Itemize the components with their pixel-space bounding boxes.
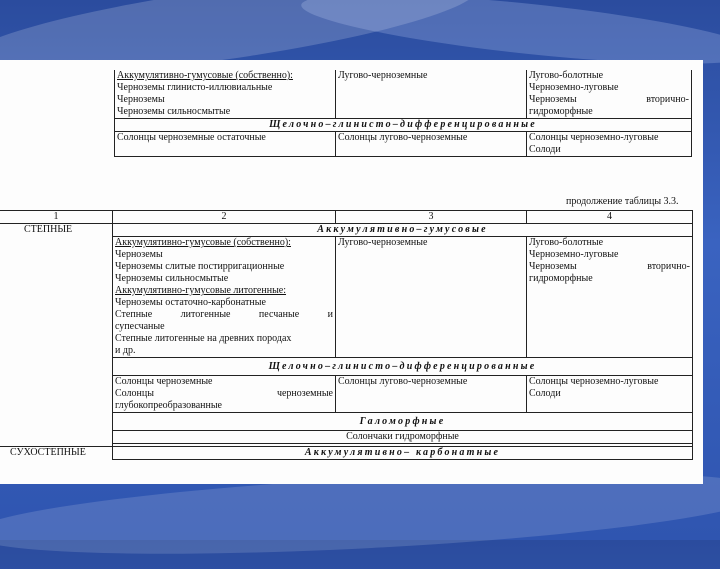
column-number: 1 xyxy=(0,211,113,224)
soil-name-row xyxy=(115,309,333,321)
soil-name: Солоди xyxy=(529,388,561,399)
section-heading: Щелочно–глинисто–дифференцированные xyxy=(113,358,693,376)
soil-name: Солонцы черноземно-луговые xyxy=(529,376,659,387)
soil-name: Солонцы черноземные остаточные xyxy=(117,132,266,143)
soil-name: Черноземы глинисто-иллювиальные xyxy=(117,82,273,93)
word: литогенные xyxy=(180,309,231,320)
word: Солонцы xyxy=(115,388,154,399)
soil-name: супесчаные xyxy=(115,321,165,332)
word: песчаные xyxy=(258,309,300,320)
section-heading: Галоморфные xyxy=(113,413,693,431)
cell-col3 xyxy=(336,376,527,413)
soil-name: Степные литогенные на древних породах xyxy=(115,333,292,344)
cell-col2 xyxy=(115,132,336,157)
table-fragment-top xyxy=(114,70,692,157)
cell-col4 xyxy=(527,237,693,358)
soil-name: Солончаки гидроморфные xyxy=(113,431,693,444)
column-number: 3 xyxy=(336,211,527,224)
word: и xyxy=(327,309,333,320)
cell-col3 xyxy=(336,132,527,157)
cell-col3 xyxy=(336,70,527,119)
scanned-table-page xyxy=(0,60,703,484)
soil-name: Лугово-болотные xyxy=(529,70,604,81)
soil-name: Солонцы черноземные xyxy=(115,376,213,387)
zone-label: СТЕПНЫЕ xyxy=(24,224,73,235)
soil-name: вторично- xyxy=(647,261,690,272)
soil-name: Черноземы xyxy=(529,261,577,272)
table-main xyxy=(0,210,693,460)
zone-label: СУХОСТЕПНЫЕ xyxy=(10,447,86,458)
section-heading: Аккумулятивно–гумусовые xyxy=(113,224,693,237)
soil-name: Солонцы лугово-черноземные xyxy=(338,132,468,143)
soil-name: Солонцы лугово-черноземные xyxy=(338,376,468,387)
section-heading: Щелочно–глинисто–дифференцированные xyxy=(115,119,692,132)
soil-name: гидроморфные xyxy=(529,106,593,117)
soil-name: Лугово-болотные xyxy=(529,237,604,248)
soil-name: Черноземы остаточно-карбонатные xyxy=(115,297,266,308)
word: черноземные xyxy=(276,388,333,399)
group-heading: Аккумулятивно-гумусовые (собственно): xyxy=(117,70,293,81)
soil-name: Черноземы сильносмытые xyxy=(117,106,231,117)
soil-name: и др. xyxy=(115,345,136,356)
soil-name-row xyxy=(529,261,690,273)
column-number: 4 xyxy=(527,211,693,224)
zone-cell xyxy=(0,224,113,447)
cell-col2 xyxy=(113,376,336,413)
section-heading: Аккумулятивно– карбонатные xyxy=(113,447,693,460)
cell-col3 xyxy=(336,237,527,358)
group-heading: Аккумулятивно-гумусовые (собственно): xyxy=(115,237,291,248)
column-number: 2 xyxy=(113,211,336,224)
soil-name: Черноземы xyxy=(529,94,577,105)
soil-name: гидроморфные xyxy=(529,273,593,284)
table-caption: продолжение таблицы 3.3. xyxy=(566,196,679,207)
cell-col4 xyxy=(527,376,693,413)
cell-col4 xyxy=(527,70,692,119)
soil-name: Черноземно-луговые xyxy=(529,82,619,93)
soil-name: Черноземы слитые постирригационные xyxy=(115,261,285,272)
cell-col2 xyxy=(115,70,336,119)
zone-cell xyxy=(0,447,113,460)
soil-name: Лугово-черноземные xyxy=(338,70,428,81)
soil-name: Черноземно-луговые xyxy=(529,249,619,260)
cell-col2 xyxy=(113,237,336,358)
word: Степные xyxy=(115,309,153,320)
group-heading: Аккумулятивно-гумусовые литогенные: xyxy=(115,285,287,296)
cell-col4 xyxy=(527,132,692,157)
soil-name-row xyxy=(529,94,689,106)
soil-name: глубокопреобразованные xyxy=(115,400,222,411)
soil-name: Лугово-черноземные xyxy=(338,237,428,248)
soil-name: Солонцы черноземно-луговые xyxy=(529,132,659,143)
soil-name-row xyxy=(115,388,333,400)
soil-name: Черноземы сильносмытые xyxy=(115,273,229,284)
soil-name: Солоди xyxy=(529,144,561,155)
soil-name: вторично- xyxy=(646,94,689,105)
soil-name: Черноземы xyxy=(117,94,165,105)
soil-name: Черноземы xyxy=(115,249,163,260)
